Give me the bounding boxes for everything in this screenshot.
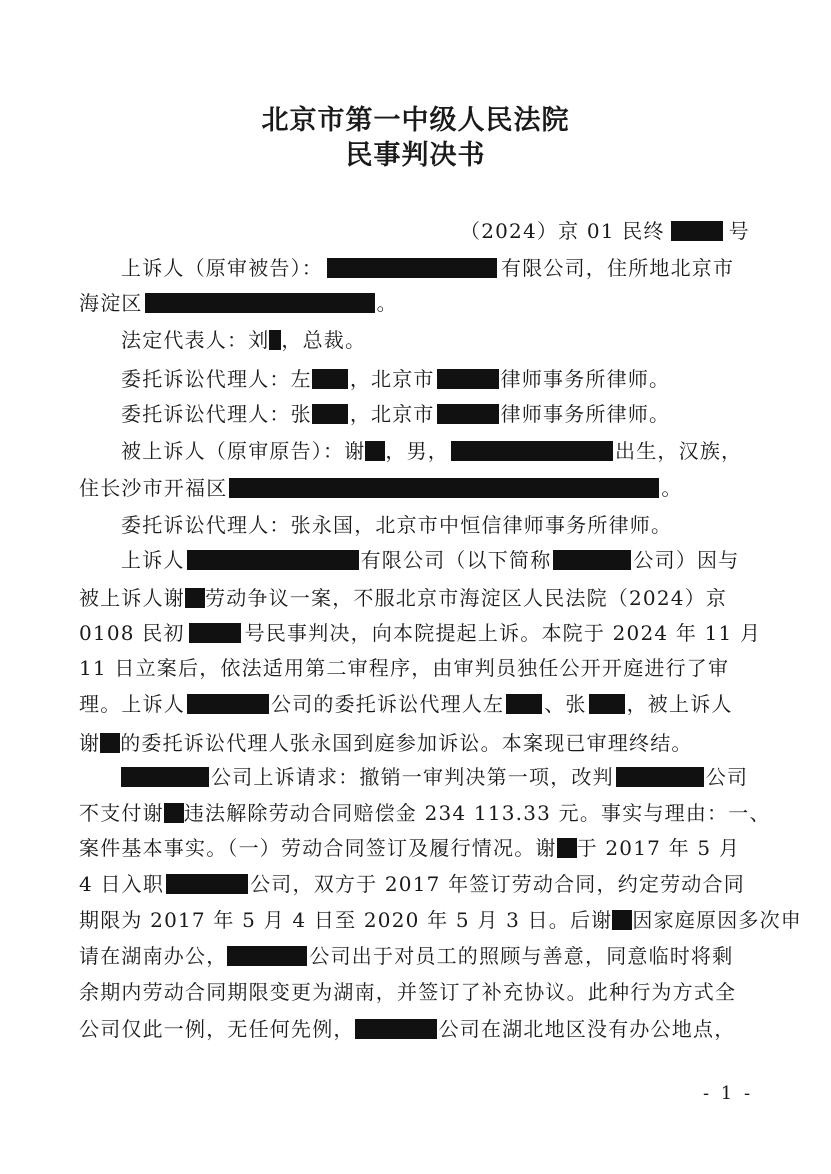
text-segment: 有限公司（以下简称: [360, 548, 552, 572]
text-segment: ，男，: [385, 439, 450, 463]
text-segment: 委托诉讼代理人：张永国，北京市中恒信律师事务所律师。: [121, 513, 673, 537]
text-segment: 。: [376, 291, 398, 315]
redaction: [269, 330, 281, 350]
text-segment: 号民事判决，向本院提起上诉。本院于 2024 年 11 月: [244, 621, 762, 645]
redaction: [365, 441, 385, 461]
text-line: [79, 623, 761, 643]
text-line: [79, 803, 771, 823]
document-type: 民事判决书: [345, 140, 486, 171]
text-segment: 劳动争议一案，不服北京市海淀区人民法院（2024）京: [205, 586, 728, 610]
redaction: [451, 441, 613, 461]
text-segment: 公司）因与: [633, 548, 740, 572]
text-segment: 上诉人（原审被告）：: [121, 256, 323, 280]
redaction: [166, 874, 248, 894]
redaction: [553, 550, 631, 570]
text-segment: ，被上诉人: [626, 692, 733, 716]
text-segment: 请在湖南办公，: [79, 944, 228, 968]
text-line: [79, 478, 683, 498]
redaction: [100, 733, 120, 753]
text-segment: 于 2017 年 5 月: [576, 836, 741, 860]
text-segment: 不支付谢: [79, 801, 164, 825]
text-line: [121, 441, 742, 461]
text-line: [79, 838, 740, 858]
page-number: - 1 -: [703, 1083, 754, 1104]
redaction: [189, 623, 241, 643]
redaction: [312, 404, 348, 424]
text-line: [121, 550, 739, 570]
text-line: [79, 946, 733, 966]
text-segment: 、张: [544, 692, 587, 716]
text-line: [121, 258, 734, 278]
text-segment: 有限公司，住所地北京市: [501, 256, 735, 280]
redaction: [612, 910, 632, 930]
text-segment: 律师事务所律师。: [500, 367, 671, 391]
text-line: [79, 293, 398, 313]
text-segment: 律师事务所律师。: [500, 402, 671, 426]
case-number-prefix: （2024）京 01 民终: [460, 219, 665, 243]
text-segment: 期限为 2017 年 5 月 4 日至 2020 年 5 月 3 日。后谢: [79, 908, 613, 932]
text-segment: 上诉人: [121, 548, 185, 572]
text-segment: 公司，双方于 2017 年签订劳动合同，约定劳动合同: [250, 872, 745, 896]
text-line: [121, 369, 670, 389]
redaction: [355, 1019, 437, 1039]
text-line: [79, 588, 727, 608]
text-segment: 被上诉人（原审原告）：谢: [121, 439, 366, 463]
text-line: [121, 404, 670, 424]
text-segment: 海淀区: [79, 291, 143, 315]
redaction: [312, 369, 348, 389]
text-line: [79, 874, 745, 894]
text-segment: 委托诉讼代理人：左: [121, 367, 312, 391]
text-segment: 违法解除劳动合同赔偿金 234 113.33 元。事实与理由：一、: [183, 801, 771, 825]
text-segment: 。: [661, 476, 683, 500]
text-line: [121, 767, 748, 787]
text-segment: 公司仅此一例，无任何先例，: [79, 1017, 355, 1041]
text-segment: 公司: [705, 765, 749, 789]
text-line: [121, 515, 672, 535]
text-segment: 的委托诉讼代理人张永国到庭参加诉讼。本案现已审理终结。: [120, 731, 693, 755]
text-segment: 余期内劳动合同期限变更为湖南，并签订了补充协议。此种行为方式全: [79, 980, 737, 1004]
text-segment: 0108 民初: [79, 621, 185, 645]
text-segment: 出生，汉族，: [615, 439, 743, 463]
text-line: [79, 982, 736, 1002]
redaction: [589, 694, 625, 714]
text-line: [79, 694, 733, 714]
text-segment: 公司出于对员工的照顾与善意，同意临时将剩: [309, 944, 734, 968]
redaction: [437, 369, 499, 389]
text-line: [79, 658, 729, 678]
text-segment: 理。上诉人: [79, 692, 185, 716]
text-line: [121, 330, 366, 350]
redaction: [327, 258, 497, 278]
redaction: [185, 588, 205, 608]
text-segment: 被上诉人谢: [79, 586, 185, 610]
redaction: [506, 694, 542, 714]
redaction: [229, 478, 659, 498]
redaction: [121, 767, 209, 787]
redaction: [557, 838, 577, 858]
text-segment: 公司的委托诉讼代理人左: [271, 692, 505, 716]
redaction: [164, 803, 184, 823]
redaction: [187, 550, 359, 570]
redaction: [145, 293, 375, 313]
text-segment: 住长沙市开福区: [79, 476, 228, 500]
text-segment: 谢: [79, 731, 101, 755]
text-segment: 公司上诉请求：撤销一审判决第一项，改判: [211, 765, 614, 789]
text-segment: 因家庭原因多次申: [632, 908, 802, 932]
case-number: [460, 221, 750, 241]
text-line: [79, 910, 802, 930]
text-segment: 公司在湖北地区没有办公地点，: [438, 1017, 736, 1041]
text-line: [79, 733, 693, 753]
redaction: [227, 946, 307, 966]
text-segment: 委托诉讼代理人：张: [121, 402, 312, 426]
text-segment: 法定代表人：刘: [121, 328, 270, 352]
text-segment: ，北京市: [349, 367, 435, 391]
redaction: [437, 404, 499, 424]
text-segment: ，北京市: [349, 402, 435, 426]
text-segment: 11 日立案后，依法适用第二审程序，由审判员独任公开开庭进行了审: [79, 656, 730, 680]
court-name: 北京市第一中级人民法院: [261, 105, 570, 136]
text-line: [79, 1019, 735, 1039]
redaction: [187, 694, 269, 714]
redaction: [616, 767, 704, 787]
case-number-suffix: 号: [728, 219, 750, 243]
text-segment: ，总裁。: [281, 328, 367, 352]
text-segment: 案件基本事实。（一）劳动合同签订及履行情况。谢: [79, 836, 557, 860]
redaction: [671, 221, 723, 241]
text-segment: 4 日入职: [79, 872, 165, 896]
